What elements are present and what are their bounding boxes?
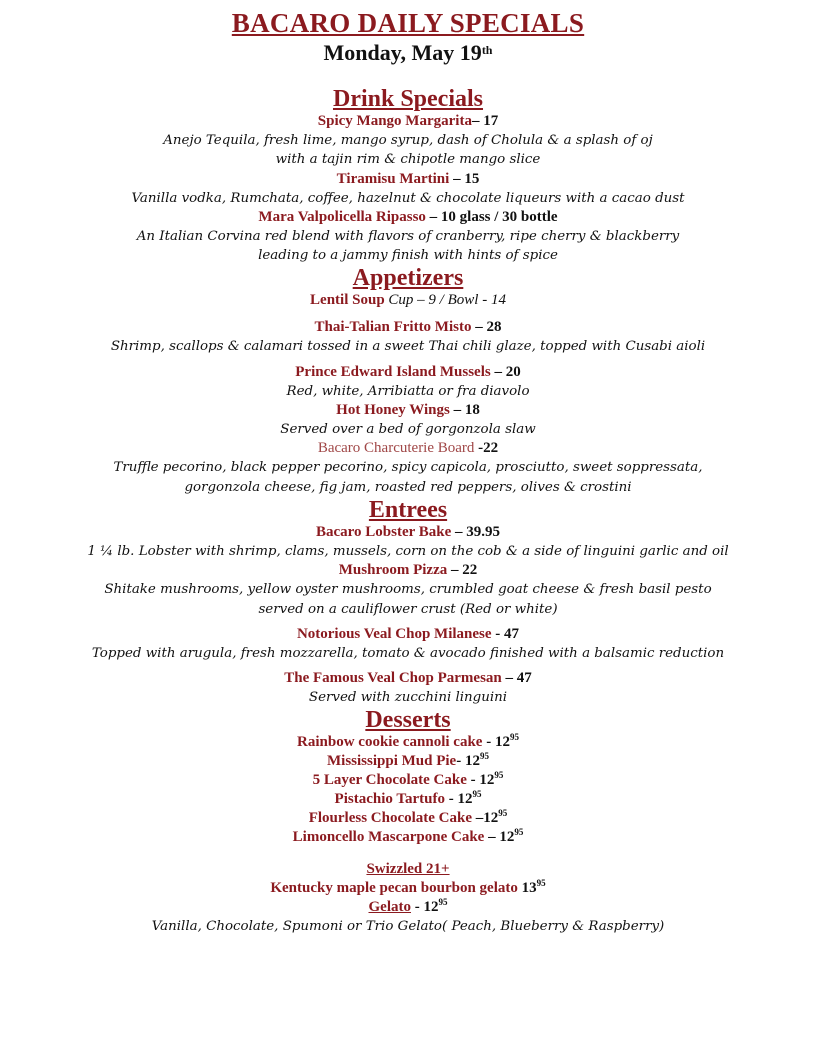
menu-title: BACARO DAILY SPECIALS <box>231 8 585 38</box>
item-price-cents: 95 <box>498 808 508 819</box>
item-price-cents: 95 <box>472 789 482 800</box>
item-name: The Famous Veal Chop Parmesan <box>284 670 502 687</box>
item-price: - 12 <box>466 772 495 789</box>
item-name: Hot Honey Wings <box>336 402 450 419</box>
item-name: Mushroom Pizza <box>338 562 448 579</box>
item-price: – 22 <box>447 562 478 579</box>
item-price-cents: 95 <box>536 878 546 889</box>
dessert-item <box>0 771 816 790</box>
item-name: Bacaro Lobster Bake <box>315 523 452 540</box>
item-price: - 12 <box>456 753 480 770</box>
item-price: 13 <box>517 880 537 897</box>
dessert-item <box>0 809 816 828</box>
item-name: Flourless Chocolate Cake <box>308 810 473 827</box>
item-description: Vanilla vodka, Rumchata, coffee, hazelnut & chocolate liqueurs with a cacao dust <box>131 190 685 206</box>
menu-item-title <box>0 561 816 580</box>
date-suffix: th <box>481 43 493 57</box>
swizzled-heading: Swizzled 21+ <box>366 861 450 878</box>
item-price-cents: 95 <box>494 770 504 781</box>
item-name: Thai-Talian Fritto Misto <box>314 319 472 336</box>
item-name: Bacaro Charcuterie Board <box>317 440 475 457</box>
item-name: Spicy Mango Margarita <box>317 113 472 129</box>
item-name: Mara Valpolicella Ripasso <box>258 208 426 225</box>
item-name: Limoncello Mascarpone Cake <box>292 829 485 846</box>
menu-item-title <box>0 208 816 227</box>
item-description: Anejo Tequila, fresh lime, mango syrup, dash of Cholula & a splash of oj <box>163 133 653 148</box>
item-name: 5 Layer Chocolate Cake <box>312 772 467 789</box>
dessert-item <box>0 790 816 809</box>
menu-item-title <box>0 363 816 382</box>
item-description: Vanilla, Chocolate, Spumoni or Trio Gelato( Peach, Blueberry & Raspberry) <box>151 919 665 935</box>
item-description: gorgonzola cheese, fig jam, roasted red peppers, olives & crostini <box>184 479 632 495</box>
item-name: Rainbow cookie cannoli cake <box>297 734 483 751</box>
item-price: – 18 <box>449 402 480 419</box>
item-price-cents: 95 <box>479 751 489 762</box>
item-price-cup: Cup – 9 / <box>384 292 448 309</box>
section-heading-drinks: Drink Specials <box>332 86 484 112</box>
item-price: - 12 <box>482 734 510 751</box>
menu-item-title <box>0 401 816 420</box>
item-name: Lentil Soup <box>310 292 385 309</box>
item-price-cents: 95 <box>438 897 448 908</box>
dessert-item <box>0 733 816 752</box>
date-text: Monday, May 19 <box>323 40 482 65</box>
item-price-cents: 95 <box>514 827 524 838</box>
item-name: Tiramisu Martini <box>336 170 450 187</box>
item-description: Served over a bed of gorgonzola slaw <box>280 422 536 438</box>
item-name: Prince Edward Island Mussels <box>295 363 491 380</box>
item-description: 1 ¼ lb. Lobster with shrimp, clams, mussels, corn on the cob & a side of linguini garlic and oil <box>87 543 729 559</box>
item-price: - 12 <box>411 899 439 916</box>
item-description: Served with zucchini linguini <box>308 690 508 706</box>
menu-item-title <box>0 523 816 542</box>
menu-item-title <box>0 170 816 189</box>
item-description: Shrimp, scallops & calamari tossed in a sweet Thai chili glaze, topped with Cusabi aioli <box>110 339 706 355</box>
item-price: – 10 glass / 30 bottle <box>425 208 558 225</box>
item-price: - 12 <box>444 791 473 808</box>
item-name: Pistachio Tartufo <box>334 791 445 808</box>
menu-item-title <box>0 439 816 458</box>
dessert-item <box>0 898 816 917</box>
dessert-item <box>0 828 816 847</box>
item-description: Topped with arugula, fresh mozzarella, tomato & avocado finished with a balsamic reduction <box>91 645 725 661</box>
menu-item-title <box>0 625 816 644</box>
item-description: An Italian Corvina red blend with flavors of cranberry, ripe cherry & blackberry <box>136 228 680 244</box>
item-name: Kentucky maple pecan bourbon gelato <box>270 880 518 897</box>
swizzled-label <box>0 860 816 879</box>
menu-item-title <box>0 291 816 310</box>
item-name: Notorious Veal Chop Milanese <box>296 625 492 642</box>
item-description: served on a cauliflower crust (Red or white) <box>258 601 558 617</box>
item-price: – 12 <box>484 829 515 846</box>
item-price: – 47 <box>501 670 532 687</box>
menu-item-title <box>0 112 816 131</box>
section-heading-appetizers: Appetizers <box>352 265 464 292</box>
item-price: – 17 <box>471 113 499 129</box>
item-name: Mississippi Mud Pie <box>327 753 457 770</box>
item-price: – 20 <box>490 363 521 380</box>
item-description: with a tajin rim & chipotle mango slice <box>275 152 541 168</box>
item-description: Shitake mushrooms, yellow oyster mushrooms, crumbled goat cheese & fresh basil pesto <box>104 582 712 598</box>
item-description: Truffle pecorino, black pepper pecorino, spicy capicola, prosciutto, sweet soppressata, <box>113 460 703 476</box>
item-name: Gelato <box>368 899 411 916</box>
item-price: -22 <box>474 440 499 457</box>
item-price-bowl: Bowl - 14 <box>447 292 506 309</box>
dessert-item <box>0 752 816 771</box>
item-price: – 39.95 <box>451 523 501 540</box>
section-heading-entrees: Entrees <box>368 496 448 523</box>
item-description: Red, white, Arribiatta or fra diavolo <box>286 383 530 399</box>
dessert-item <box>0 879 816 898</box>
item-price: –12 <box>472 810 499 827</box>
section-heading-desserts: Desserts <box>365 707 451 734</box>
item-price: – 28 <box>471 319 502 336</box>
menu-item-title <box>0 318 816 337</box>
item-price: - 47 <box>491 625 520 642</box>
item-description: leading to a jammy finish with hints of spice <box>258 248 558 264</box>
item-price: – 15 <box>449 170 480 187</box>
item-price-cents: 95 <box>509 732 519 743</box>
menu-date <box>0 40 816 66</box>
menu-item-title <box>0 669 816 688</box>
